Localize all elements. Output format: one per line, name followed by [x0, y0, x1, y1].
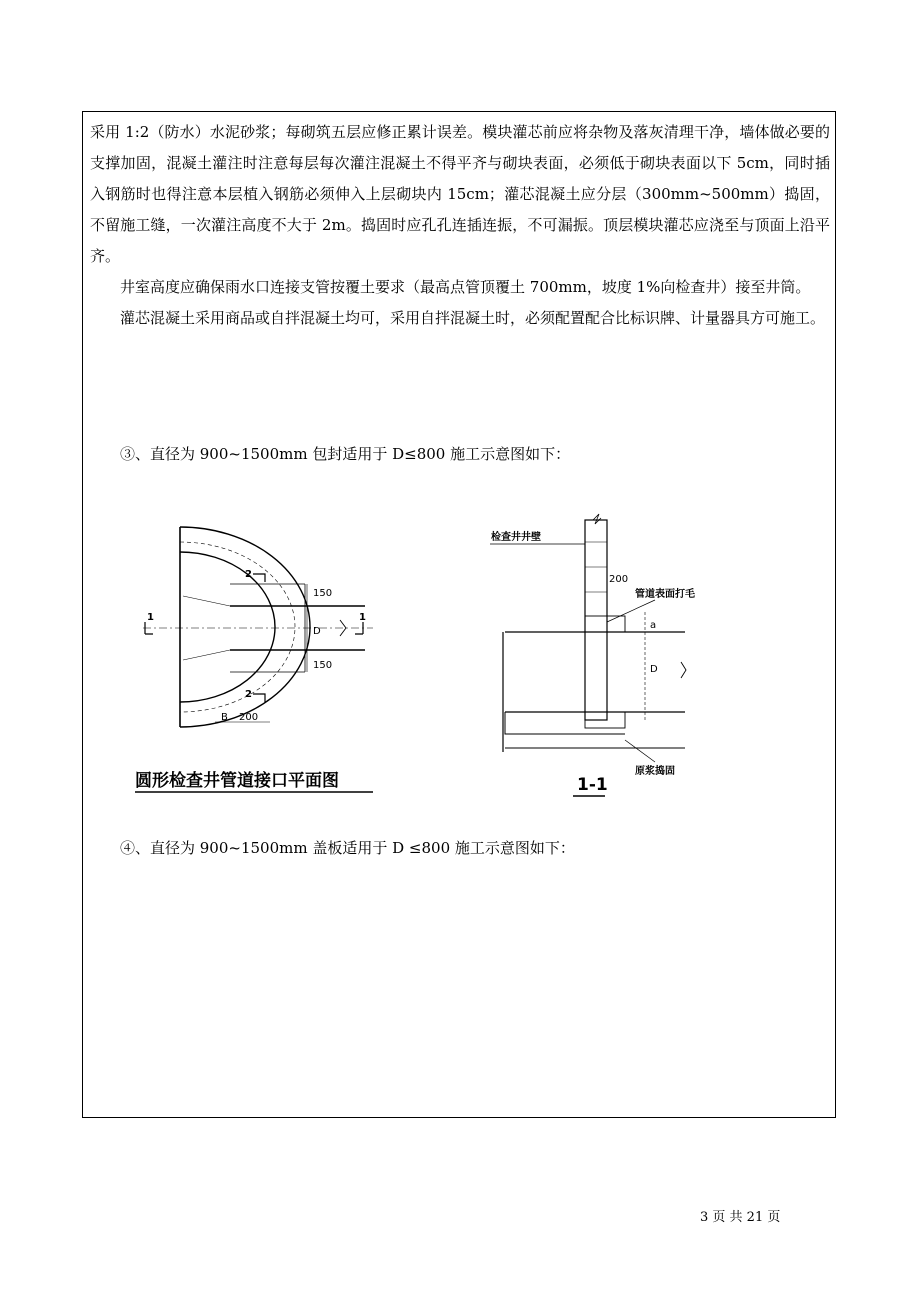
item-3-heading: ③、直径为 900~1500mm 包封适用于 D≤800 施工示意图如下：	[120, 445, 571, 463]
plan-view-drawing	[135, 522, 395, 802]
page-number: 3 页 共 21 页	[700, 1210, 781, 1225]
encasement-top	[585, 616, 625, 632]
dim-150-bottom: 150	[313, 660, 333, 671]
figure-section-view	[485, 512, 715, 816]
paragraph-chamber-height: 井室高度应确保雨水口连接支管按覆土要求（最高点管顶覆土 700mm，坡度 1%向检查井）接至井筒。	[120, 278, 811, 296]
section-caption: 1-1	[577, 775, 608, 795]
dim-b-label: B	[221, 712, 228, 723]
label-well-wall: 检查井井壁	[491, 532, 541, 543]
taper-bottom	[183, 650, 230, 660]
dim-200-section: 200	[609, 574, 629, 585]
cut-label-top: 2	[245, 569, 252, 580]
break-mark-top	[593, 514, 601, 524]
dim-d-label: D	[313, 626, 321, 637]
label-mortar: 原浆捣固	[635, 766, 675, 777]
paragraph-concrete: 灌芯混凝土采用商品或自拌混凝土均可，采用自拌混凝土时，必须配置配合比标识牌、计量器具方可施工。	[120, 309, 826, 327]
label-pipe-surface: 管道表面打毛	[635, 589, 695, 600]
plan-view-caption: 圆形检查井管道接口平面图	[135, 771, 339, 791]
break-mark-right	[681, 662, 686, 678]
paragraph-mortar: 采用 1:2（防水）水泥砂浆；每砌筑五层应修正累计误差。模块灌芯前应将杂物及落灰清理干净，墙体做必要的支撑加固，混凝土灌注时注意每层每次灌注混凝土不得平齐与砌块表面，必须低于砌块表面以下 5cm，同时插入钢筋时也得注意本层植入钢筋必须伸入上层砌块内 15cm；灌芯混凝土应分层（300mm~500mm）捣固，不留施工缝，一次灌注高度不大于 2m。捣固时应孔孔连插连振，不可漏振。顶层模块灌芯应浇至与顶面上沿平齐。	[90, 123, 830, 265]
leader-surface	[607, 600, 655, 622]
body-text	[90, 117, 830, 334]
dim-150-top: 150	[313, 588, 333, 599]
dim-200-label: 200	[239, 712, 259, 723]
dim-a-label: a	[650, 620, 657, 631]
cut-label-bottom: 2	[245, 689, 252, 700]
cut-marker-bottom	[253, 694, 265, 702]
dim-d-section: D	[650, 664, 658, 675]
section-view-drawing	[485, 512, 715, 812]
figure-plan-view	[135, 522, 395, 806]
taper-top	[183, 596, 230, 606]
section-label-right: 1	[359, 612, 366, 623]
section-label-left: 1	[147, 612, 154, 623]
leader-mortar	[625, 740, 655, 762]
item-4-heading: ④、直径为 900~1500mm 盖板适用于 D ≤800 施工示意图如下：	[120, 839, 575, 857]
well-wall	[585, 520, 607, 720]
